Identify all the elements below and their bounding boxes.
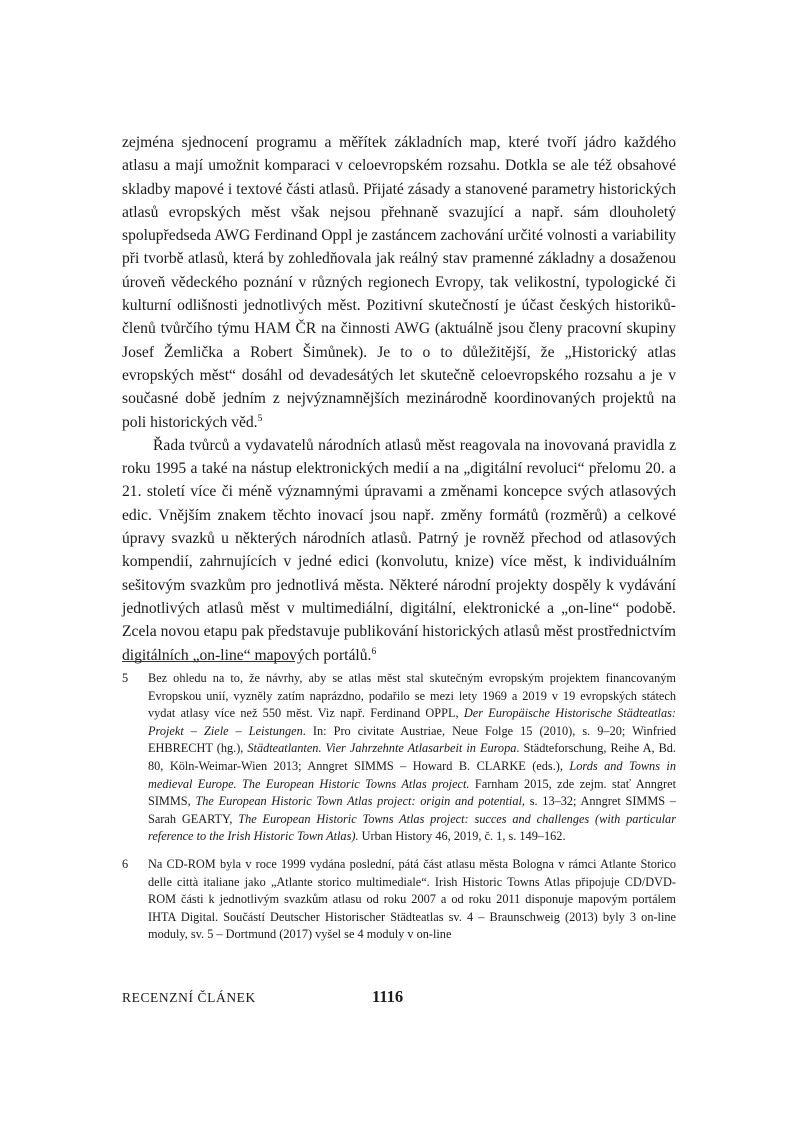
paragraph-2-text: Řada tvůrců a vydavatelů národních atlasů měst reagovala na inovovaná pravidla z roku 1995 a také na nástup elektronických medií a na „digitální revoluci“ přelomu 20. a 21. století více či méně významnými úpravami a změnami koncepce svých atlasových edic. Vnějším znakem těchto inovací jsou např. změny formátů (rozměrů) a celkové úpravy svazků u některých národních atlasů. Patrný je rovněž přechod od atlasových kompendií, zahrnujících v jedné edici (konvolutu, knize) více měst, k individuálním sešitovým svazkům pro jednotlivá města. Některé národní projekty dospěly k vydávání jednotlivých atlasů měst v multimediální, digitální, elektronické a „on-line“ podobě. Zcela novou etapu pak představuje publikování historických atlasů měst prostřednictvím digitálních „on-line“ mapových portálů. [122,436,676,664]
footnote-italic-segment: The European Historic Town Atlas project: origin and potential, [195,794,525,809]
footnote-6 [122,856,676,944]
footnote-marker-5[interactable]: 5 [257,413,263,424]
footnote-segment: Na CD-ROM byla v roce 1999 vydána poslední, pátá část atlasu města Bologna v rámci Atlante Storico delle città italiane jako „Atlante storico multimediale“. Irish Historic Towns Atlas připojuje CD/DVD-ROM části k jednotlivým svazkům atlasu od roku 2007 a od roku 2011 disponuje mapovým portálem IHTA Digital. Součástí Deutscher Historischer Städteatlas sv. 4 – Braunschweig (2013) byly 3 on-line moduly, sv. 5 – Dortmund (2017) vyšel se 4 moduly v on-line [148,856,676,942]
footnote-text [148,856,676,944]
footnote-segment: s. 13–32; Anngret SIMMS – Sarah GEARTY, [148,794,676,826]
footnote-segment: Urban History 46, 2019, č. 1, s. 149–162. [358,829,566,844]
footnote-text [148,670,676,846]
footnote-italic-segment: The European Historic Towns Atlas project: succes and challenges (with particular reference to the Irish Historic Town Atlas). [148,811,676,844]
footnotes [122,670,676,954]
footnote-separator [122,661,295,662]
footnote-segment: . Städteforschung, Reihe A, Bd. 80, Köln-Weimar-Wien 2013; Anngret SIMMS – Howard B. CLARKE (eds.), [148,741,676,773]
footnote-number: 5 [122,671,129,685]
footnote-italic-segment: Der Europäische Historische Städteatlas: Projekt – Ziele – Leistungen [148,706,676,738]
footnote-5 [122,670,676,846]
footnote-segment: Farnham 2015, zde zejm. stať Anngret SIMMS, [148,776,676,809]
footnote-segment: Bez ohledu na to, že návrhy, aby se atlas měst stal skutečným evropským projektem financovaným Evropskou unií, vyzněly zatím naprázdno, podařilo se mezi lety 1969 a 2019 v 19 evropských státech vydat atlasy více než 550 měst. Viz např. Ferdinand OPPL, [148,671,676,721]
paragraph-1 [122,131,676,434]
footnote-marker-6[interactable]: 6 [371,646,377,657]
footnote-segment: . In: Pro civitate Austriae, Neue Folge 15 (2010), s. 9–20; Winfried EHBRECHT (hg.), [148,723,676,756]
footnote-number: 6 [122,856,129,871]
running-title: RECENZNÍ ČLÁNEK [122,990,256,1005]
paragraph-2 [122,434,676,667]
footnote-italic-segment: Städteatlanten. Vier Jahrzehnte Atlasarbeit in Europa [247,741,517,756]
body-text [122,131,676,667]
page-number: 1116 [372,987,404,1006]
footnote-italic-segment: Lords and Towns in medieval Europe. The European Historic Towns Atlas project. [148,758,676,791]
paragraph-1-text: zejména sjednocení programu a měřítek základních map, které tvoří jádro každého atlasu a mají umožnit komparaci v celoevropském rozsahu. Dotkla se ale též obsahové skladby mapové i textové části atlasů. Přijaté zásady a stanovené parametry historických atlasů evropských měst však nejsou přehnaně svazující a např. sám dlouholetý spolupředseda AWG Ferdinand Oppl je zastáncem zachování určité volnosti a variability při tvorbě atlasů, která by zohledňovala jak reálný stav pramenné základny a dosaženou úroveň vědeckého poznání v různých regionech Evropy, tak velikostní, typologické či kulturní odlišnosti jednotlivých měst. Pozitivní skutečností je účast českých historiků-členů tvůrčího týmu HAM ČR na činnosti AWG (aktuálně jsou členy pracovní skupiny Josef Žemlička a Robert Šimůnek). Je to o to důležitější, že „Historický atlas evropských měst“ dosáhl od devadesátých let skutečně celoevropského rozsahu a je v současné době jedním z nejvýznamnějších mezinárodně koordinovaných projektů na poli historických věd. [122,134,676,431]
